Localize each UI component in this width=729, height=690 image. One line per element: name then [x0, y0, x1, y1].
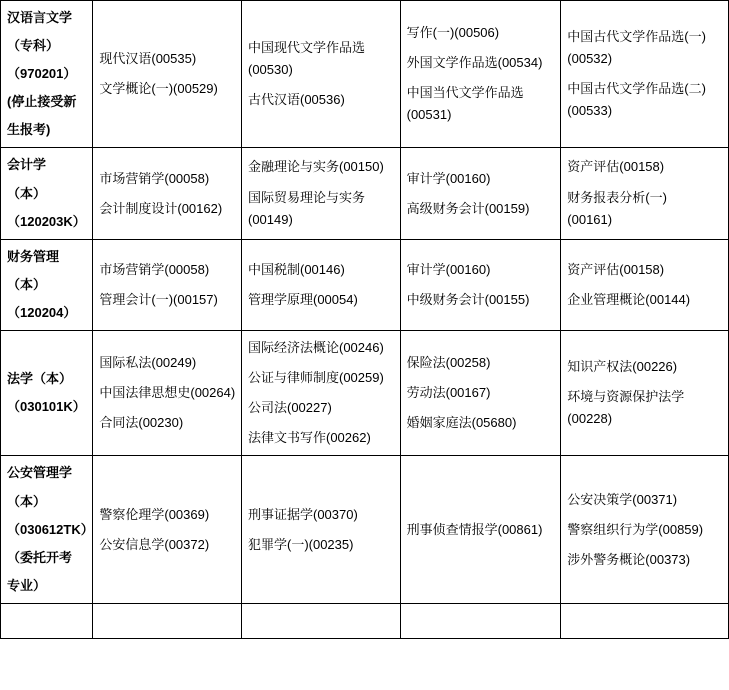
major-name-cell — [1, 603, 93, 638]
course-line: 中国古代文学作品选(一) — [567, 29, 706, 45]
table-row — [1, 603, 729, 638]
course-cell — [241, 603, 400, 638]
course-line: 中级财务会计(00155) — [406, 291, 530, 307]
course-line: 中国现代文学作品选 — [247, 40, 365, 56]
major-name-cell — [1, 1, 93, 148]
course-line: (00530) — [247, 62, 293, 78]
course-line: 警察伦理学(00369) — [99, 506, 210, 522]
course-cell — [561, 456, 729, 603]
course-cell — [93, 603, 242, 638]
course-cell — [561, 603, 729, 638]
course-line: 国际贸易理论与实务 — [247, 189, 365, 205]
course-cell — [93, 1, 242, 148]
major-line: （030101K） — [7, 399, 86, 415]
course-line: 公安决策学(00371) — [567, 491, 678, 507]
course-cell — [241, 148, 400, 239]
table-row — [1, 456, 729, 603]
major-line: （030612TK） — [7, 521, 94, 537]
major-line: （本） — [7, 276, 47, 292]
course-line: 中国当代文学作品选 — [406, 85, 524, 101]
major-line: 法学（本） — [7, 371, 73, 387]
course-line: 知识产权法(00226) — [567, 359, 678, 375]
course-line: 市场营销学(00058) — [99, 170, 210, 186]
course-line: 中国法律思想史(00264) — [99, 385, 236, 401]
course-cell — [561, 239, 729, 330]
course-line: 会计制度设计(00162) — [99, 200, 223, 216]
course-cell — [400, 148, 561, 239]
course-cell — [93, 148, 242, 239]
course-line: 企业管理概论(00144) — [567, 291, 691, 307]
course-line: 管理会计(一)(00157) — [99, 291, 218, 307]
course-cell — [241, 331, 400, 456]
course-line: 古代汉语(00536) — [247, 92, 345, 108]
major-line: 公安管理学 — [7, 465, 73, 481]
course-line: 公证与律师制度(00259) — [247, 370, 384, 386]
course-line: (00161) — [567, 211, 613, 227]
major-name-cell — [1, 239, 93, 330]
table-row — [1, 1, 729, 148]
course-line: 劳动法(00167) — [406, 385, 491, 401]
major-line: 专业） — [7, 577, 47, 593]
course-cell — [93, 239, 242, 330]
table-row — [1, 239, 729, 330]
course-line: 外国文学作品选(00534) — [406, 55, 543, 71]
course-line: 审计学(00160) — [406, 261, 491, 277]
course-line: (00533) — [567, 103, 613, 119]
major-line: （120204） — [7, 304, 77, 320]
course-line: 法律文书写作(00262) — [247, 430, 371, 446]
course-line: 金融理论与实务(00150) — [247, 159, 384, 175]
course-cell — [93, 331, 242, 456]
major-line: （本） — [7, 493, 47, 509]
major-line: （120203K） — [7, 213, 86, 229]
course-line: 资产评估(00158) — [567, 261, 665, 277]
course-cell — [400, 239, 561, 330]
course-cell — [241, 456, 400, 603]
major-line: (停止接受新 — [7, 94, 77, 110]
table-body — [1, 1, 729, 639]
course-cell — [400, 456, 561, 603]
course-line: 写作(一)(00506) — [406, 25, 500, 41]
course-line: 资产评估(00158) — [567, 159, 665, 175]
course-line: 审计学(00160) — [406, 170, 491, 186]
course-line: 文学概论(一)(00529) — [99, 81, 218, 97]
course-line: (00531) — [406, 107, 452, 123]
course-line: (00532) — [567, 51, 613, 67]
major-line: （本） — [7, 185, 47, 201]
course-line: 警察组织行为学(00859) — [567, 521, 704, 537]
course-line: 高级财务会计(00159) — [406, 200, 530, 216]
major-line: 生报考) — [7, 122, 51, 138]
course-line: 中国古代文学作品选(二) — [567, 81, 706, 97]
course-cell — [561, 148, 729, 239]
course-cell — [561, 1, 729, 148]
course-line: 现代汉语(00535) — [99, 51, 197, 67]
course-line: 国际私法(00249) — [99, 355, 197, 371]
course-line: 犯罪学(一)(00235) — [247, 536, 354, 552]
major-name-cell — [1, 456, 93, 603]
major-line: （专科） — [7, 38, 60, 54]
major-name-cell — [1, 148, 93, 239]
course-cell — [93, 456, 242, 603]
major-name-cell — [1, 331, 93, 456]
course-line: 刑事侦查情报学(00861) — [406, 521, 543, 537]
course-line: 环境与资源保护法学 — [567, 389, 685, 405]
table-row — [1, 148, 729, 239]
course-line: 公安信息学(00372) — [99, 536, 210, 552]
course-line: 国际经济法概论(00246) — [247, 340, 384, 356]
course-line: 刑事证据学(00370) — [247, 506, 358, 522]
course-line: (00228) — [567, 411, 613, 427]
course-line: 涉外警务概论(00373) — [567, 551, 691, 567]
course-line: (00149) — [247, 211, 293, 227]
course-cell — [400, 603, 561, 638]
course-cell — [241, 239, 400, 330]
course-cell — [400, 1, 561, 148]
major-line: 会计学 — [7, 157, 47, 173]
major-line: 财务管理 — [7, 248, 60, 264]
course-line: 保险法(00258) — [406, 355, 491, 371]
course-line: 公司法(00227) — [247, 400, 332, 416]
course-cell — [561, 331, 729, 456]
course-cell — [400, 331, 561, 456]
course-line: 财务报表分析(一) — [567, 189, 667, 205]
course-cell — [241, 1, 400, 148]
course-line: 中国税制(00146) — [247, 261, 345, 277]
major-line: （委托开考 — [7, 549, 73, 565]
table-row — [1, 331, 729, 456]
course-line: 市场营销学(00058) — [99, 261, 210, 277]
course-line: 婚姻家庭法(05680) — [406, 415, 517, 431]
course-line: 合同法(00230) — [99, 415, 184, 431]
major-line: 汉语言文学 — [7, 10, 73, 25]
course-line: 管理学原理(00054) — [247, 291, 358, 307]
major-line: （970201） — [7, 66, 77, 82]
